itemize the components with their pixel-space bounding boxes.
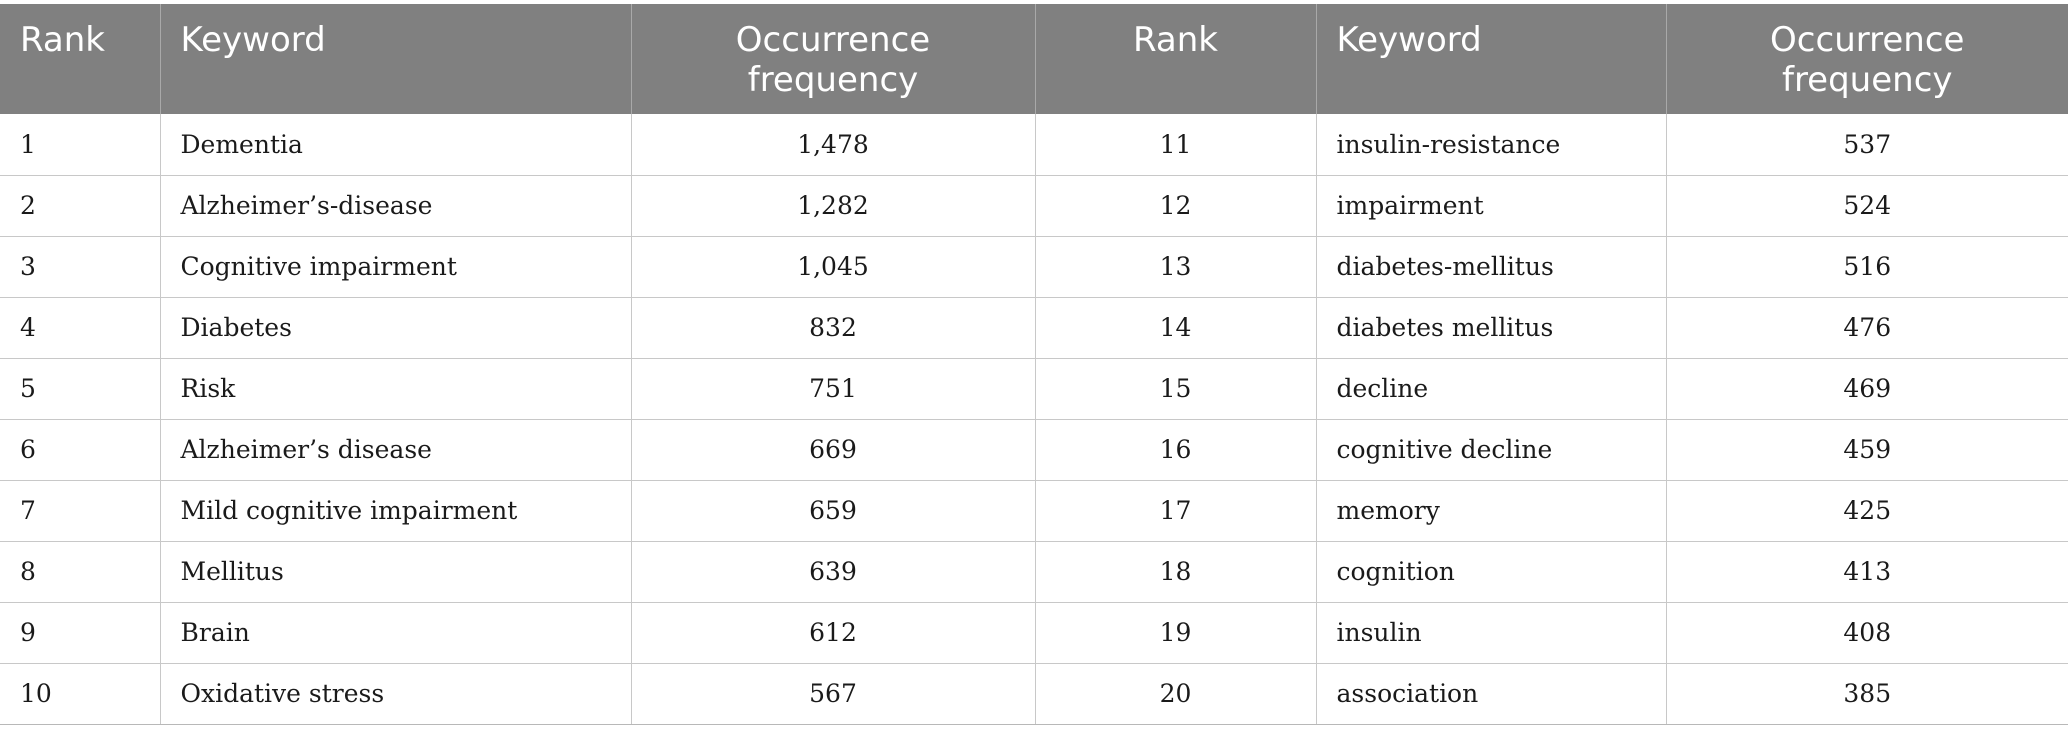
cell-frequency: 516 [1666, 236, 2068, 297]
table-row [0, 358, 2068, 419]
cell-keyword: Dementia [160, 114, 631, 175]
cell-rank: 14 [1035, 297, 1316, 358]
cell-rank: 10 [0, 663, 160, 724]
cell-keyword: cognition [1316, 541, 1666, 602]
cell-rank: 13 [1035, 236, 1316, 297]
cell-frequency: 385 [1666, 663, 2068, 724]
header-frequency-right [1666, 4, 2068, 114]
cell-frequency: 524 [1666, 175, 2068, 236]
cell-keyword: Mellitus [160, 541, 631, 602]
table-row [0, 663, 2068, 724]
cell-rank: 11 [1035, 114, 1316, 175]
cell-rank: 5 [0, 358, 160, 419]
cell-rank: 8 [0, 541, 160, 602]
header-rank-left: Rank [0, 4, 160, 114]
cell-frequency: 832 [631, 297, 1035, 358]
cell-frequency: 1,282 [631, 175, 1035, 236]
cell-rank: 15 [1035, 358, 1316, 419]
header-frequency-line2: frequency [747, 60, 919, 100]
cell-frequency: 425 [1666, 480, 2068, 541]
table-body [0, 114, 2068, 724]
cell-frequency: 659 [631, 480, 1035, 541]
header-row [0, 4, 2068, 114]
cell-frequency: 408 [1666, 602, 2068, 663]
cell-rank: 9 [0, 602, 160, 663]
cell-rank: 18 [1035, 541, 1316, 602]
header-frequency-line2: frequency [1781, 60, 1953, 100]
cell-frequency: 669 [631, 419, 1035, 480]
cell-keyword: Alzheimer’s-disease [160, 175, 631, 236]
cell-keyword: impairment [1316, 175, 1666, 236]
cell-frequency: 751 [631, 358, 1035, 419]
header-frequency-line1: Occurrence [1770, 20, 1965, 60]
cell-keyword: Brain [160, 602, 631, 663]
cell-rank: 3 [0, 236, 160, 297]
cell-keyword: Cognitive impairment [160, 236, 631, 297]
header-frequency-line1: Occurrence [735, 20, 931, 60]
cell-rank: 17 [1035, 480, 1316, 541]
cell-keyword: Risk [160, 358, 631, 419]
table-row [0, 419, 2068, 480]
cell-frequency: 612 [631, 602, 1035, 663]
cell-frequency: 537 [1666, 114, 2068, 175]
cell-rank: 19 [1035, 602, 1316, 663]
cell-frequency: 413 [1666, 541, 2068, 602]
cell-rank: 12 [1035, 175, 1316, 236]
cell-keyword: Mild cognitive impairment [160, 480, 631, 541]
header-keyword-right: Keyword [1316, 4, 1666, 114]
cell-frequency: 1,045 [631, 236, 1035, 297]
cell-keyword: Diabetes [160, 297, 631, 358]
cell-frequency: 639 [631, 541, 1035, 602]
cell-frequency: 476 [1666, 297, 2068, 358]
table-row [0, 175, 2068, 236]
cell-keyword: insulin [1316, 602, 1666, 663]
table-row [0, 541, 2068, 602]
cell-frequency: 469 [1666, 358, 2068, 419]
cell-frequency: 1,478 [631, 114, 1035, 175]
cell-keyword: decline [1316, 358, 1666, 419]
cell-rank: 1 [0, 114, 160, 175]
table-row [0, 297, 2068, 358]
table-row [0, 236, 2068, 297]
cell-rank: 6 [0, 419, 160, 480]
keyword-frequency-table [0, 4, 2068, 725]
cell-keyword: diabetes mellitus [1316, 297, 1666, 358]
cell-keyword: diabetes-mellitus [1316, 236, 1666, 297]
table-row [0, 602, 2068, 663]
cell-frequency: 459 [1666, 419, 2068, 480]
header-keyword-left: Keyword [160, 4, 631, 114]
cell-rank: 4 [0, 297, 160, 358]
cell-keyword: association [1316, 663, 1666, 724]
table-row [0, 114, 2068, 175]
table-header [0, 4, 2068, 114]
cell-keyword: Oxidative stress [160, 663, 631, 724]
cell-rank: 2 [0, 175, 160, 236]
cell-keyword: insulin-resistance [1316, 114, 1666, 175]
header-frequency-left [631, 4, 1035, 114]
cell-rank: 7 [0, 480, 160, 541]
cell-frequency: 567 [631, 663, 1035, 724]
cell-keyword: memory [1316, 480, 1666, 541]
table-row [0, 480, 2068, 541]
cell-keyword: Alzheimer’s disease [160, 419, 631, 480]
cell-rank: 16 [1035, 419, 1316, 480]
cell-keyword: cognitive decline [1316, 419, 1666, 480]
header-rank-right: Rank [1035, 4, 1316, 114]
cell-rank: 20 [1035, 663, 1316, 724]
